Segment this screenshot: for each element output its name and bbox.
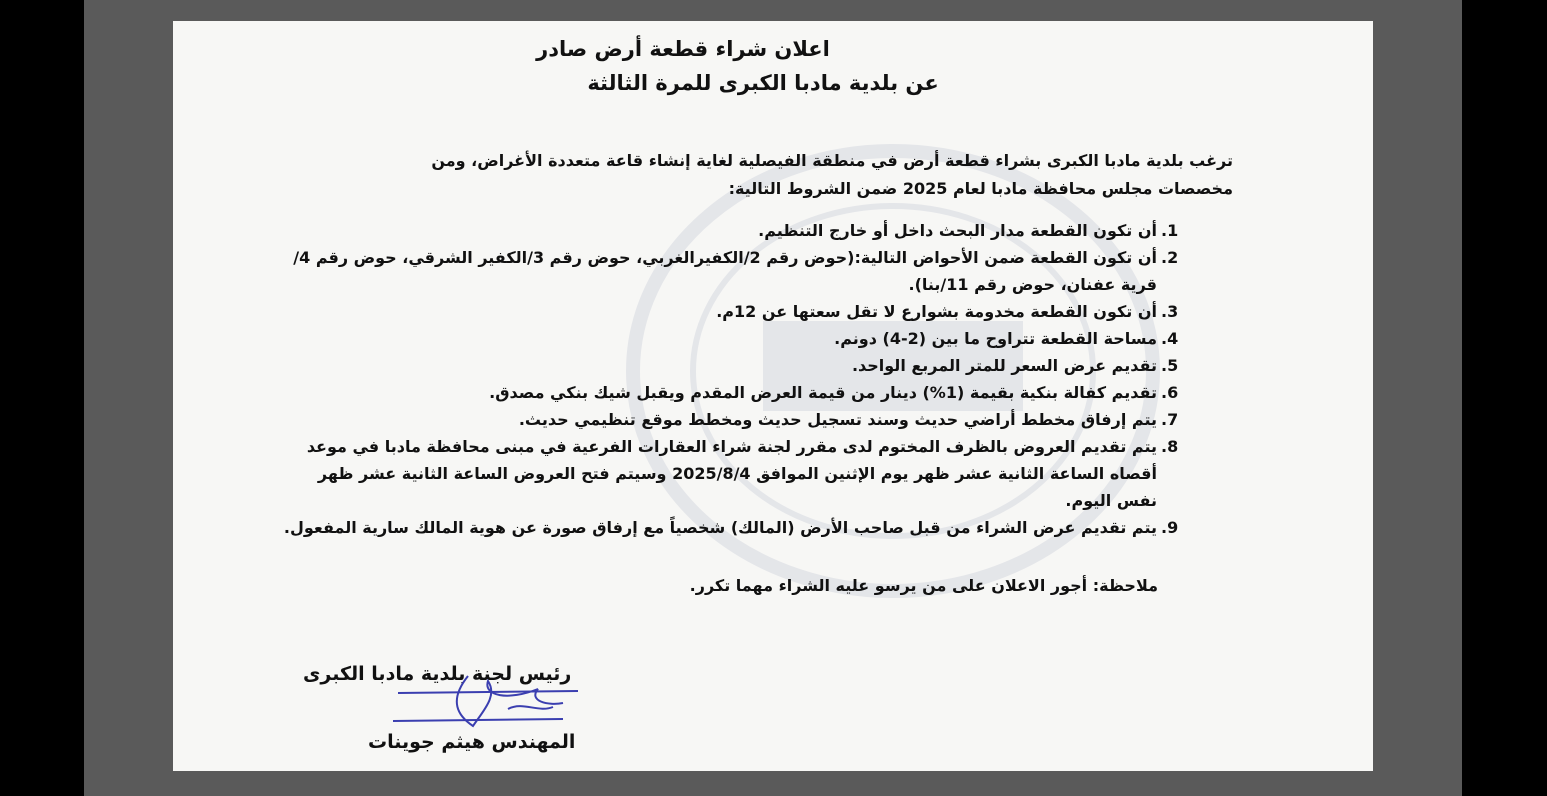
item-text: يتم إرفاق مخطط أراضي حديث وسند تسجيل حديث ومخطط موقع تنظيمي حديث. xyxy=(518,410,1157,429)
list-item xyxy=(283,244,1183,298)
conditions-list xyxy=(283,217,1183,541)
item-text: تقديم عرض السعر للمتر المربع الواحد. xyxy=(851,356,1157,375)
intro-paragraph xyxy=(283,147,1233,203)
item-text: تقديم كفالة بنكية بقيمة (1%) دينار من قيمة العرض المقدم ويقبل شيك بنكي مصدق. xyxy=(489,383,1157,402)
item-text: يتم تقديم عرض الشراء من قبل صاحب الأرض (المالك) شخصياً مع إرفاق صورة عن هوية المالك سارية المفعول. xyxy=(283,518,1157,537)
list-item xyxy=(283,217,1183,244)
item-text: أن تكون القطعة مدار البحث داخل أو خارج التنظيم. xyxy=(758,221,1157,240)
list-item xyxy=(283,406,1183,433)
page-subtitle: عن بلدية مادبا الكبرى للمرة الثالثة xyxy=(587,71,939,95)
list-item xyxy=(283,433,1183,514)
list-item xyxy=(283,325,1183,352)
list-item xyxy=(283,514,1183,541)
page-title: اعلان شراء قطعة أرض صادر xyxy=(536,37,830,61)
item-text: يتم تقديم العروض بالظرف المختوم لدى مقرر لجنة شراء العقارات الفرعية في مبنى محافظة مادبا في موعد أقصاه الساعة الثانية عشر ظهر يوم الإثنين الموافق 2025/8/4 وسيتم فتح العروض الساعة الثانية عشر ظهر نفس اليوم. xyxy=(306,437,1157,510)
signatory-name: المهندس هيثم جوينات xyxy=(368,731,576,753)
intro-line-2: مخصصات مجلس محافظة مادبا لعام 2025 ضمن الشروط التالية: xyxy=(728,179,1233,198)
handwritten-signature-icon xyxy=(388,671,588,731)
signatory-title: رئيس لجنة بلدية مادبا الكبرى xyxy=(303,663,572,685)
list-item xyxy=(283,352,1183,379)
item-number: 2. xyxy=(1161,248,1179,267)
item-text: أن تكون القطعة ضمن الأحواض التالية:(حوض رقم 2/الكفيرالغربي، حوض رقم 3/الكفير الشرقي، حوض رقم 4/قرية عفنان، حوض رقم 11/بنا). xyxy=(293,248,1157,294)
note: ملاحظة: أجور الاعلان على من يرسو عليه الشراء مهما تكرر. xyxy=(689,576,1158,595)
document-page xyxy=(173,21,1373,771)
item-number: 8. xyxy=(1161,437,1179,456)
list-item xyxy=(283,379,1183,406)
item-number: 4. xyxy=(1161,329,1179,348)
item-text: أن تكون القطعة مخدومة بشوارع لا تقل سعتها عن 12م. xyxy=(716,302,1157,321)
item-number: 3. xyxy=(1161,302,1179,321)
item-number: 6. xyxy=(1161,383,1179,402)
item-number: 1. xyxy=(1161,221,1179,240)
item-number: 7. xyxy=(1161,410,1179,429)
intro-line-1: ترغب بلدية مادبا الكبرى بشراء قطعة أرض في منطقة الفيصلية لغاية إنشاء قاعة متعددة الأغراض، ومن xyxy=(431,151,1233,170)
item-text: مساحة القطعة تتراوح ما بين (2-4) دونم. xyxy=(834,329,1157,348)
item-number: 5. xyxy=(1161,356,1179,375)
item-number: 9. xyxy=(1161,518,1179,537)
list-item xyxy=(283,298,1183,325)
